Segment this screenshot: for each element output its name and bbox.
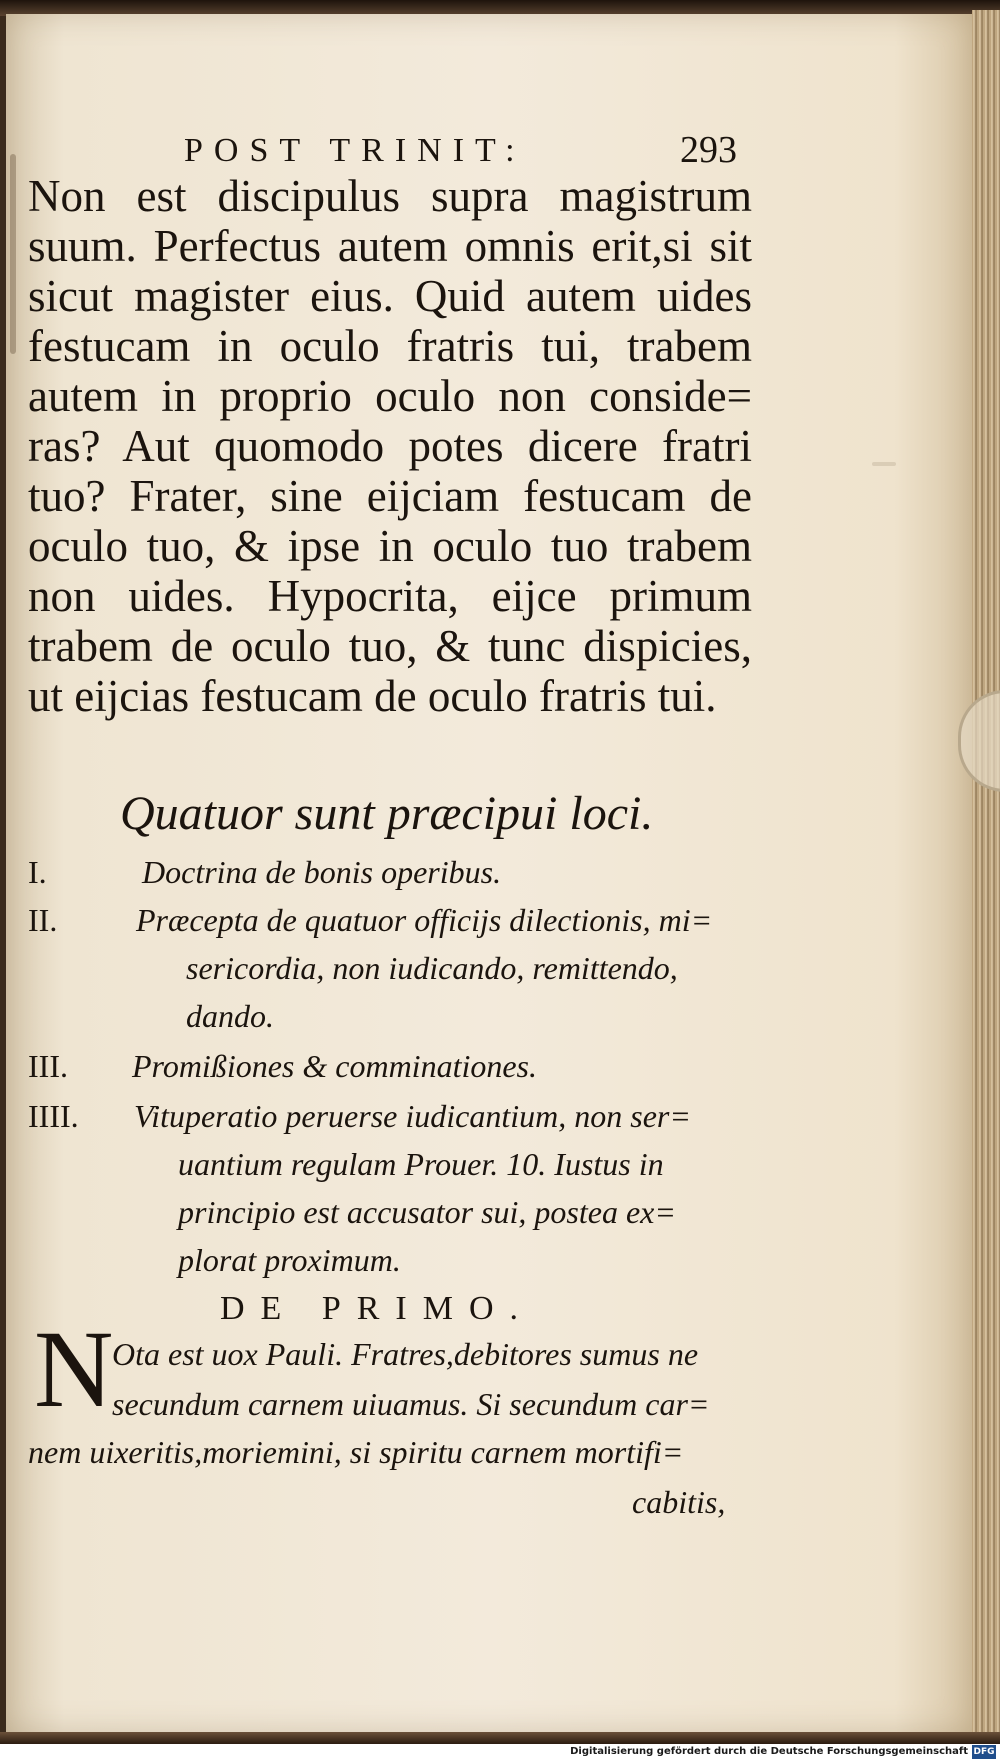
subheading: DE PRIMO. (220, 1290, 535, 1327)
closing-line: nem uixeritis,moriemini, si spiritu carnem mortifi= (28, 1434, 684, 1470)
closing-line: cabitis, (632, 1484, 726, 1520)
locus-number: III. (28, 1048, 68, 1084)
locus-text: Vituperatio peruerse iudicantium, non ser= (134, 1098, 691, 1134)
body-line: festucam in oculo fratris tui, trabem (28, 321, 752, 371)
body-line: autem in proprio oculo non conside= (28, 371, 752, 421)
body-line: trabem de oculo tuo, & tunc dispicies, (28, 621, 752, 671)
locus-number: I. (28, 854, 47, 890)
locus-text: plorat proximum. (178, 1242, 401, 1278)
digitization-credit: Digitalisierung gefördert durch die Deutsche Forschungsgemeinschaft (570, 1746, 968, 1757)
closing-line: Ota est uox Pauli. Fratres,debitores sumus ne (112, 1336, 699, 1372)
locus-text: sericordia, non iudicando, remittendo, (186, 950, 678, 986)
body-line: suum. Perfectus autem omnis erit,si sit (28, 221, 752, 271)
body-line: tuo? Frater, sine eijciam festucam de (28, 471, 752, 521)
body-line: sicut magister eius. Quid autem uides (28, 271, 752, 321)
book-page-edges (972, 10, 1000, 1740)
locus-text: Doctrina de bonis operibus. (142, 854, 502, 890)
ink-stain (872, 462, 896, 466)
closing-line: secundum carnem uiuamus. Si secundum car= (112, 1386, 710, 1422)
book-edge-bottom (0, 1732, 1000, 1744)
ink-stain (10, 154, 16, 354)
locus-number: II. (28, 902, 58, 938)
body-line: Non est discipulus supra magistrum (28, 171, 752, 221)
locus-text: principio est accusator sui, postea ex= (178, 1194, 676, 1230)
running-head: POST TRINIT: (184, 132, 526, 169)
drop-cap-initial: N (34, 1308, 114, 1430)
book-page (6, 14, 972, 1732)
locus-number: IIII. (28, 1098, 79, 1134)
body-line: non uides. Hypocrita, eijce primum (28, 571, 752, 621)
body-line: ras? Aut quomodo potes dicere fratri (28, 421, 752, 471)
locus-text: dando. (186, 998, 274, 1034)
page-number: 293 (680, 129, 737, 171)
locus-text: uantium regulam Prouer. 10. Iustus in (178, 1146, 664, 1182)
dfg-logo: DFG (973, 1747, 995, 1757)
locus-text: Præcepta de quatuor officijs dilectionis, mi= (136, 902, 713, 938)
body-line: oculo tuo, & ipse in oculo tuo trabem (28, 521, 752, 571)
body-line: ut eijcias festucam de oculo fratris tui. (28, 671, 717, 721)
locus-text: Promißiones & comminationes. (132, 1048, 537, 1084)
section-heading: Quatuor sunt præcipui loci. (120, 787, 654, 840)
